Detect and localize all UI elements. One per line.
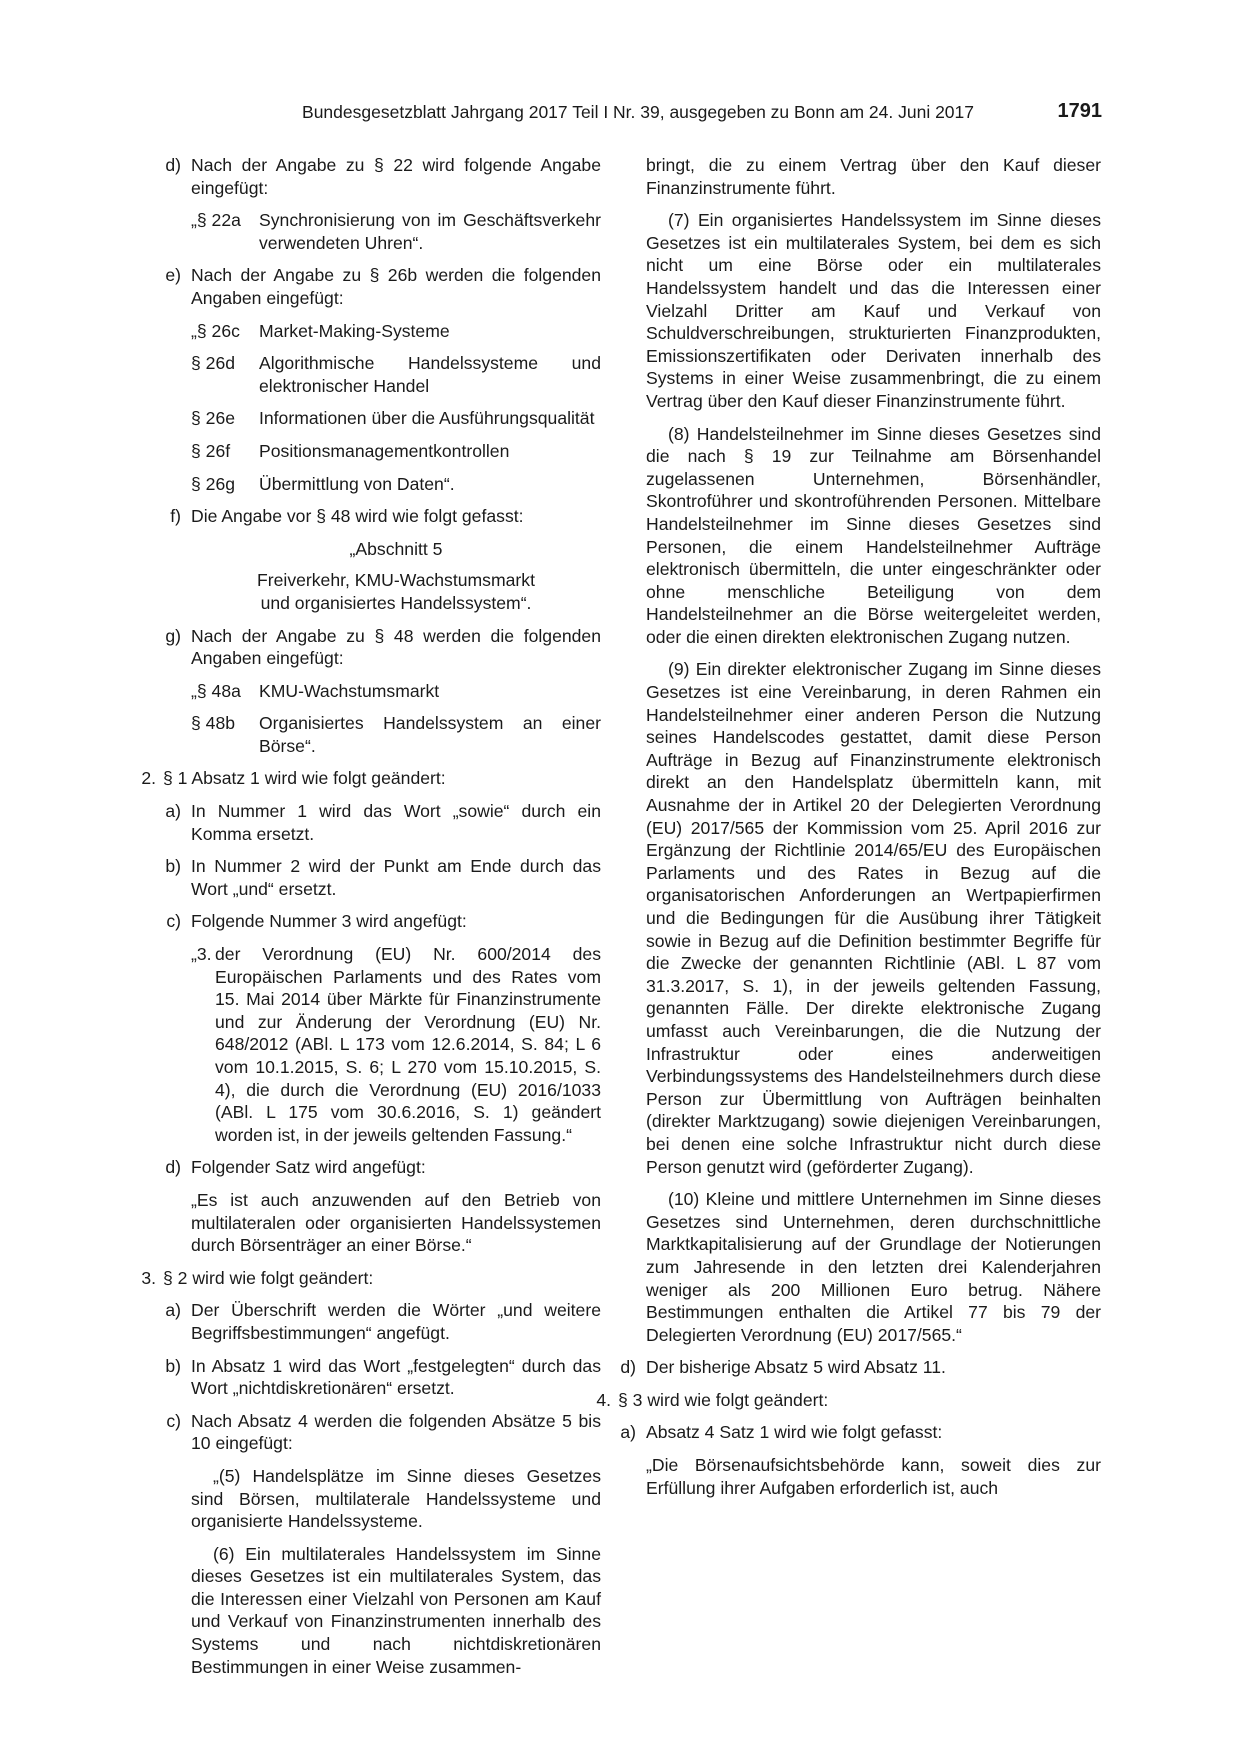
left-column: [141, 154, 601, 1688]
page-header: [140, 100, 1102, 126]
entry-text: Organisiertes Handelssystem an einer Börse“.: [259, 713, 601, 756]
index-entry: [191, 473, 601, 496]
item-marker: a): [165, 801, 181, 822]
item-text: § 3 wird wie folgt geändert:: [618, 1389, 829, 1410]
list-item: [601, 1356, 1101, 1379]
item-text: Der bisherige Absatz 5 wird Absatz 11.: [646, 1357, 946, 1378]
list-item: [146, 910, 601, 933]
entry-marker: „§ 26c: [191, 320, 240, 341]
entry-text: KMU-Wachstumsmarkt: [259, 680, 440, 701]
item-text: Folgende Nummer 3 wird angefügt:: [191, 911, 467, 932]
list-item: [146, 855, 601, 900]
page-number: 1791: [1057, 100, 1102, 122]
section-heading-quote: [146, 538, 601, 615]
item-marker: b): [165, 1355, 181, 1376]
item-marker: g): [165, 625, 181, 646]
item-text: Folgender Satz wird angefügt:: [191, 1157, 426, 1178]
paragraph: (6) Ein multilaterales Handelssystem im Sinne dieses Gesetzes ist ein multilaterales System, das die Interessen einer Vielzahl von Personen am Kauf und Verkauf von Finanzinstrumenten innerhalb des Systems und nach nichtdiskretionären Bestimmungen in einer Weise zusammen-: [191, 1543, 601, 1677]
item-text: In Nummer 2 wird der Punkt am Ende durch das Wort „und“ ersetzt.: [191, 856, 601, 899]
item-marker: 4.: [596, 1389, 611, 1410]
list-item: [146, 1355, 601, 1400]
list-item: [146, 264, 601, 309]
index-entry: [191, 320, 601, 343]
item-marker: f): [170, 506, 181, 527]
right-column: [596, 154, 1101, 1499]
quoted-sentence: „Die Börsenaufsichtsbehörde kann, soweit dies zur Erfüllung ihrer Aufgaben erforderlich ist, auch: [646, 1455, 1101, 1498]
index-entry: [191, 407, 601, 430]
item-marker: 3.: [141, 1267, 156, 1288]
item-text: Die Angabe vor § 48 wird wie folgt gefasst:: [191, 506, 524, 527]
item-text: In Absatz 1 wird das Wort „festgelegten“ durch das Wort „nichtdiskretionären“ ersetzt.: [191, 1355, 601, 1399]
item-text: Absatz 4 Satz 1 wird wie folgt gefasst:: [646, 1422, 943, 1443]
paragraph: (9) Ein direkter elektronischer Zugang im Sinne dieses Gesetzes ist eine Vereinbarung, in deren Rahmen ein Handelsteilnehmer einer anderen Person die Nutzung seines Handelscodes gestattet, damit diese Person Aufträge in Bezug auf Finanzinstrumente elektronisch direkt an den Handelsplatz übermitteln kann, mit Ausnahme der in Artikel 20 der Delegierten Verordnung (EU) 2017/565 der Kommission vom 25. April 2016 zur Ergänzung der Richtlinie 2014/65/EU des Europäischen Parlaments und des Rates in Bezug auf die organisatorischen Anforderungen an Wertpapierfirmen und die Bedingungen für die Ausübung ihrer Tätigkeit sowie in Bezug auf die Definition bestimmter Begriffe für die Zwecke der genannten Richtlinie (ABl. L 87 vom 31.3.2017, S. 1), in der jeweils geltenden Fassung, genannten Fälle. Der direkte elektronische Zugang umfasst auch Vereinbarungen, die die Nutzung der Infrastruktur oder eines anderweitigen Verbindungssystems des Handelsteilnehmers durch diese Person zur Übermittlung von Aufträgen beinhalten (direkter Marktzugang) sowie diejenigen Vereinbarungen, bei denen eine solche Infrastruktur nicht durch diese Person genutzt wird (geförderter Zugang).: [646, 659, 1101, 1177]
list-item: [146, 1156, 601, 1179]
entry-marker: „§ 48a: [191, 680, 241, 701]
entry-marker: „3.: [191, 944, 212, 965]
entry-text: Market-Making-Systeme: [259, 320, 450, 341]
quoted-sentence: „Es ist auch anzuwenden auf den Betrieb von multilateralen oder organisierten Handelssystemen durch Börsenträger an einer Börse.“: [191, 1189, 601, 1256]
item-text: Nach Absatz 4 werden die folgenden Absätze 5 bis 10 eingefügt:: [191, 1410, 601, 1454]
index-entry: [191, 209, 601, 254]
entry-marker: § 26d: [191, 353, 236, 374]
item-text: § 2 wird wie folgt geändert:: [163, 1267, 374, 1288]
entry-text: Synchronisierung von im Geschäftsverkehr verwendeten Uhren“.: [259, 210, 601, 253]
item-text: Nach der Angabe zu § 48 werden die folgenden Angaben eingefügt:: [191, 625, 601, 669]
list-item: [146, 154, 601, 199]
entry-marker: § 26g: [191, 473, 236, 494]
item-text: Nach der Angabe zu § 22 wird folgende Angabe eingefügt:: [191, 155, 601, 198]
entry-text: Algorithmische Handelssysteme und elektronischer Handel: [259, 353, 601, 396]
list-item: [146, 625, 601, 670]
quoted-number-entry: [191, 943, 601, 1146]
index-entry: [191, 712, 601, 757]
item-marker: c): [166, 911, 181, 932]
item-marker: a): [620, 1422, 636, 1443]
item-marker: a): [165, 1300, 181, 1321]
index-entry: [191, 440, 601, 463]
paragraph: „(5) Handelsplätze im Sinne dieses Gesetzes sind Börsen, multilaterale Handelssysteme und organisierte Handelssysteme.: [191, 1465, 601, 1532]
item-text: Der Überschrift werden die Wörter „und weitere Begriffsbestimmungen“ angefügt.: [191, 1300, 601, 1343]
paragraph: (7) Ein organisiertes Handelssystem im Sinne dieses Gesetzes ist ein multilaterales System, bei dem es sich nicht um eine Börse oder ein multilaterales Handelssystem handelt und das die Interessen einer Vielzahl Dritter am Kauf und Verkauf von Schuldverschreibungen, strukturierten Finanzprodukten, Emissionszertifikaten oder Derivaten innerhalb des Systems in einer Weise zusammenbringt, die zu einem Vertrag über den Kauf dieser Finanzinstrumente führt.: [646, 210, 1101, 411]
list-item: [146, 1299, 601, 1344]
paragraph: bringt, die zu einem Vertrag über den Kauf dieser Finanzinstrumente führt.: [646, 155, 1101, 198]
item-marker: d): [620, 1357, 636, 1378]
entry-text: der Verordnung (EU) Nr. 600/2014 des Europäischen Parlaments und des Rates vom 15. Mai 2014 über Märkte für Finanzinstrumente und zur Änderung der Verordnung (EU) Nr. 648/2012 (ABl. L 173 vom 12.6.2014, S. 84; L 6 vom 10.1.2015, S. 6; L 270 vom 15.10.2015, S. 4), die durch die Verordnung (EU) 2016/1033 (ABl. L 175 vom 30.6.2016, S. 1) geändert worden ist, in der jeweils geltenden Fassung.“: [215, 944, 601, 1145]
numbered-item: [581, 1389, 1101, 1412]
item-marker: d): [165, 155, 181, 175]
entry-marker: „§ 22a: [191, 210, 241, 231]
index-entry: [191, 680, 601, 703]
item-marker: e): [165, 265, 181, 286]
item-text: Nach der Angabe zu § 26b werden die folgenden Angaben eingefügt:: [191, 265, 601, 308]
section-heading-line: Freiverkehr, KMU-Wachstumsmarkt: [257, 570, 535, 591]
numbered-item: [126, 1267, 601, 1290]
item-marker: c): [166, 1410, 181, 1431]
paragraph: (10) Kleine und mittlere Unternehmen im Sinne dieses Gesetzes sind Unternehmen, deren durchschnittliche Marktkapitalisierung auf der Grundlage der Notierungen zum Jahresende in den letzten drei Kalenderjahren weniger als 200 Millionen Euro betrug. Nähere Bestimmungen enthalten die Artikel 77 bis 79 der Delegierten Verordnung (EU) 2017/565.“: [646, 1189, 1101, 1345]
entry-marker: § 48b: [191, 713, 236, 734]
entry-marker: § 26e: [191, 408, 236, 429]
section-heading-line: und organisiertes Handelssystem“.: [260, 592, 532, 613]
item-marker: 2.: [141, 768, 156, 789]
entry-text: Positionsmanagementkontrollen: [259, 440, 510, 461]
list-item: [601, 1421, 1101, 1444]
item-marker: b): [165, 856, 181, 877]
item-text: In Nummer 1 wird das Wort „sowie“ durch ein Komma ersetzt.: [191, 801, 601, 844]
item-marker: d): [165, 1157, 181, 1178]
section-heading-line: „Abschnitt 5: [349, 538, 443, 559]
list-item: [146, 1410, 601, 1455]
entry-text: Informationen über die Ausführungsqualität: [259, 408, 595, 429]
paragraph: (8) Handelsteilnehmer im Sinne dieses Gesetzes sind die nach § 19 zur Teilnahme am Börsenhandel zugelassenen Unternehmen, Börsenhändler, Skontroführer und skontroführenden Personen. Mittelbare Handelsteilnehmer im Sinne dieses Gesetzes sind Personen, die einem Handelsteilnehmer Aufträge elektronisch übermitteln, die unter eingeschränkter oder ohne menschliche Beteiligung von dem Handelsteilnehmer an die Börse weitergeleitet werden, oder die einen direkten elektronischen Zugang nutzen.: [646, 423, 1101, 647]
item-text: § 1 Absatz 1 wird wie folgt geändert:: [163, 768, 446, 789]
list-item: [146, 505, 601, 528]
index-entry: [191, 352, 601, 397]
list-item: [146, 800, 601, 845]
header-title: Bundesgesetzblatt Jahrgang 2017 Teil I Nr. 39, ausgegeben zu Bonn am 24. Juni 2017: [302, 102, 974, 122]
entry-text: Übermittlung von Daten“.: [259, 473, 455, 494]
numbered-item: [126, 767, 601, 790]
entry-marker: § 26f: [191, 440, 231, 461]
